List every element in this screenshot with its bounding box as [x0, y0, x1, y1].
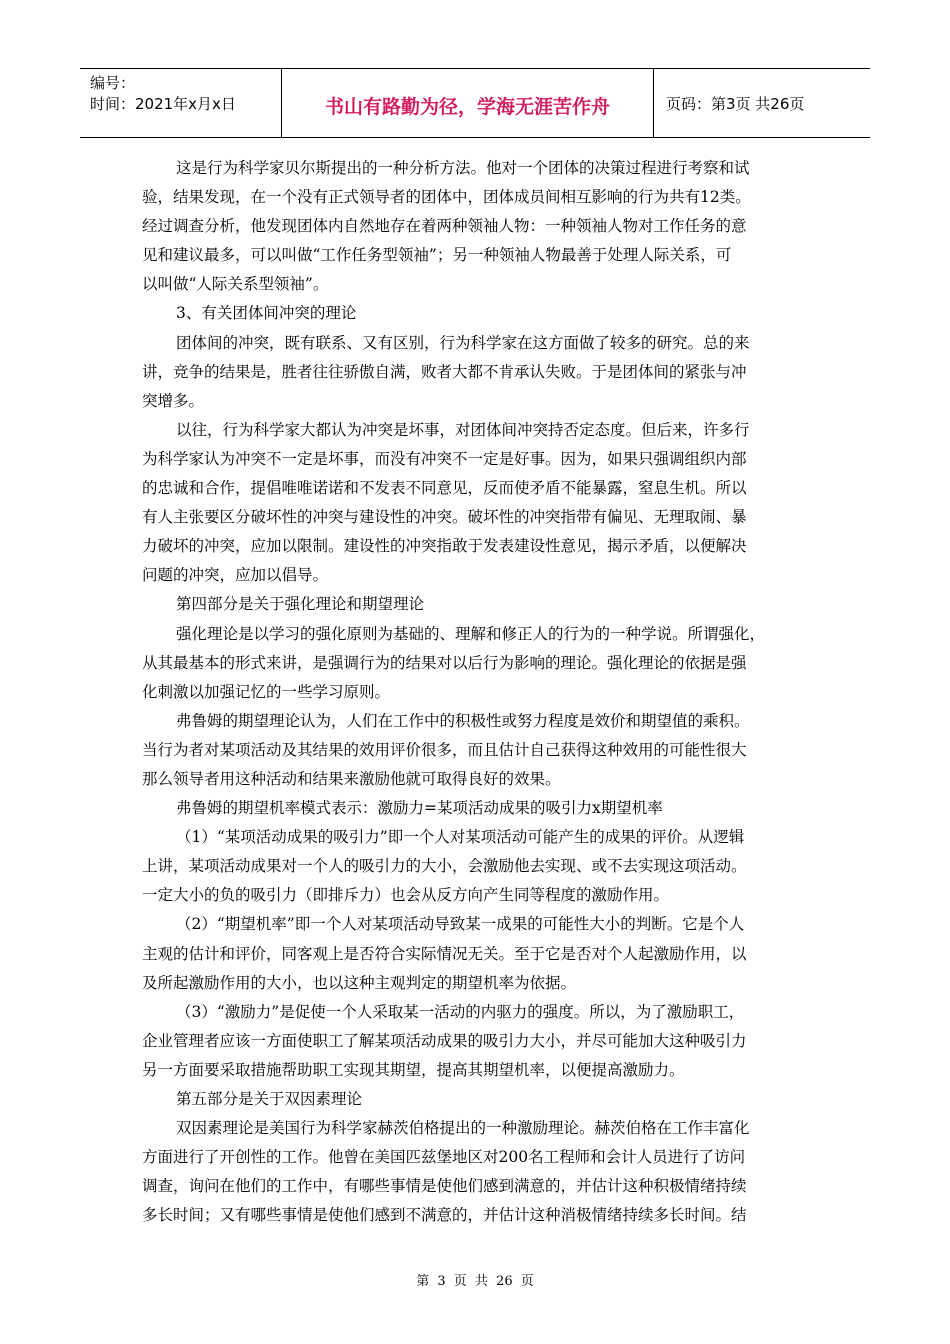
text-line: 验，结果发现，在一个没有正式领导者的团体中，团体成员间相互影响的行为共有12类。 — [142, 188, 751, 207]
text-line: 上讲，某项活动成果对一个人的吸引力的大小，会激励他去实现、或不去实现这项活动。 — [142, 857, 747, 876]
text-line: 见和建议最多，可以叫做“工作任务型领袖”；另一种领袖人物最善于处理人际关系，可 — [142, 246, 732, 265]
text-line: 多长时间；又有哪些事情是使他们感到不满意的，并估计这种消极情绪持续多长时间。结 — [142, 1206, 747, 1225]
section-heading: 第四部分是关于强化理论和期望理论 — [176, 595, 425, 614]
text-line: 的忠诚和合作，提倡唯唯诺诺和不发表不同意见，反而使矛盾不能暴露，窒息生机。所以 — [142, 479, 747, 498]
text-line: 方面进行了开创性的工作。他曾在美国匹兹堡地区对200名工程师和会计人员进行了访问 — [142, 1148, 746, 1167]
text-line: 问题的冲突，应加以倡导。 — [142, 566, 329, 585]
section-heading: 3、有关团体间冲突的理论 — [176, 304, 357, 323]
header-motto: 书山有路勤为径，学海无涯苦作舟 — [324, 95, 610, 118]
text-line: 化刺激以加强记忆的一些学习原则。 — [142, 682, 391, 701]
text-line: 当行为者对某项活动及其结果的效用评价很多，而且估计自己获得这种效用的可能性很大 — [142, 740, 747, 759]
header-page-number: 页码：第3页 共26页 — [666, 94, 805, 113]
text-line: 有人主张要区分破坏性的冲突与建设性的冲突。破坏性的冲突指带有偏见、无理取闹、暴 — [142, 508, 747, 527]
text-line: 主观的估计和评价，同客观上是否符合实际情况无关。至于它是否对个人起激励作用，以 — [142, 944, 747, 963]
page-header — [80, 68, 870, 138]
text-line: 从其最基本的形式来讲，是强调行为的结果对以后行为影响的理论。强化理论的依据是强 — [142, 653, 747, 672]
document-number-label: 编号： — [90, 74, 136, 92]
text-line: 一定大小的负的吸引力（即排斥力）也会从反方向产生同等程度的激励作用。 — [142, 886, 670, 905]
formula-line: 弗鲁姆的期望机率模式表示：激励力=某项活动成果的吸引力x期望机率 — [176, 799, 663, 818]
text-line: 那么领导者用这种活动和结果来激励他就可取得良好的效果。 — [142, 769, 561, 788]
header-page-cell — [654, 69, 870, 137]
text-line: 力破坏的冲突，应加以限制。建设性的冲突指敢于发表建设性意见，揭示矛盾，以便解决 — [142, 537, 747, 556]
text-line: 以叫做“人际关系型领袖”。 — [142, 275, 329, 294]
text-line: 双因素理论是美国行为科学家赫茨伯格提出的一种激励理论。赫茨伯格在工作丰富化 — [176, 1119, 750, 1138]
text-line: 调查，询问在他们的工作中，有哪些事情是使他们感到满意的，并估计这种积极情绪持续 — [142, 1177, 747, 1196]
text-line: 这是行为科学家贝尔斯提出的一种分析方法。他对一个团体的决策过程进行考察和试 — [176, 159, 750, 177]
text-line: （3）“激励力”是促使一个人采取某一活动的内驱力的强度。所以，为了激励职工， — [176, 1002, 745, 1021]
header-meta-cell — [80, 69, 282, 137]
text-line: 强化理论是以学习的强化原则为基础的、理解和修正人的行为的一种学说。所谓强化， — [176, 624, 766, 643]
text-line: 另一方面要采取措施帮助职工实现其期望，提高其期望机率，以便提高激励力。 — [142, 1060, 685, 1079]
text-line: （1）“某项活动成果的吸引力”即一个人对某项活动可能产生的成果的评价。从逻辑 — [176, 828, 745, 847]
text-line: 经过调查分析，他发现团体内自然地存在着两种领袖人物：一种领袖人物对工作任务的意 — [142, 217, 747, 236]
text-line: 及所起激励作用的大小，也以这种主观判定的期望机率为依据。 — [142, 973, 577, 992]
page-footer: 第 3 页 共 26 页 — [416, 1274, 534, 1289]
document-time-label: 时间：2021年x月x日 — [90, 95, 236, 113]
text-line: 团体间的冲突，既有联系、又有区别，行为科学家在这方面做了较多的研究。总的来 — [176, 333, 750, 352]
text-line: 讲，竞争的结果是，胜者往往骄傲自满，败者大都不肯承认失败。于是团体间的紧张与冲 — [142, 362, 747, 381]
text-line: （2）“期望机率”即一个人对某项活动导致某一成果的可能性大小的判断。它是个人 — [176, 915, 745, 934]
text-line: 突增多。 — [142, 391, 205, 410]
header-motto-cell — [282, 69, 654, 137]
text-line: 弗鲁姆的期望理论认为，人们在工作中的积极性或努力程度是效价和期望值的乘积。 — [176, 711, 750, 730]
text-line: 为科学家认为冲突不一定是坏事，而没有冲突不一定是好事。因为，如果只强调组织内部 — [142, 449, 747, 468]
text-line: 企业管理者应该一方面使职工了解某项活动成果的吸引力大小，并尽可能加大这种吸引力 — [142, 1031, 747, 1050]
text-line: 以往，行为科学家大都认为冲突是坏事，对团体间冲突持否定态度。但后来，许多行 — [176, 420, 750, 439]
section-heading: 第五部分是关于双因素理论 — [176, 1090, 363, 1108]
document-body — [142, 154, 804, 1230]
